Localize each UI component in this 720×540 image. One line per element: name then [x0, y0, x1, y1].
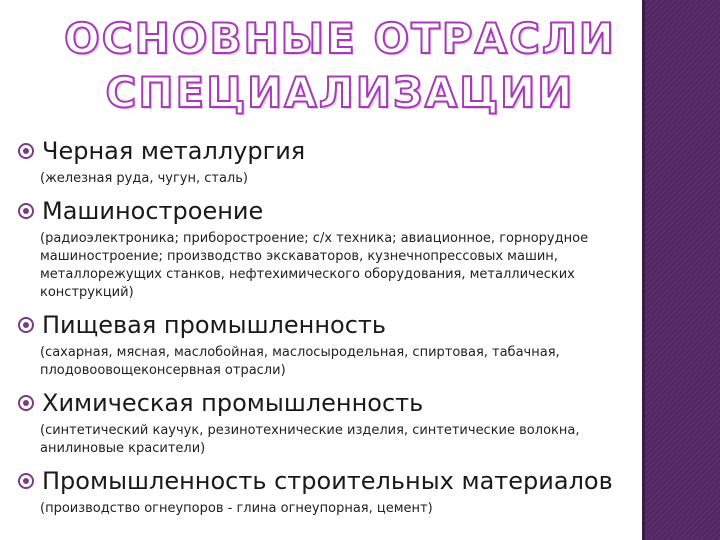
radio-bullet-icon — [18, 395, 34, 411]
list-item-head — [18, 464, 618, 498]
list-item-detail: (железная руда, чугун, сталь) — [40, 171, 248, 186]
side-panel — [645, 0, 720, 540]
list-item — [18, 194, 618, 302]
slide-title — [60, 12, 620, 120]
title-line-1: ОСНОВНЫЕ ОТРАСЛИ — [64, 14, 616, 63]
radio-bullet-icon — [18, 317, 34, 333]
list-item-heading: Химическая промышленность — [42, 389, 424, 417]
title-line-2: СПЕЦИАЛИЗАЦИИ — [105, 68, 575, 117]
list-item-heading: Промышленность строительных материалов — [42, 467, 613, 495]
list-item-detail: (синтетический каучук, резинотехнические изделия, синтетические волокна, анилиновые красители) — [40, 423, 580, 456]
list-item-heading: Черная металлургия — [42, 137, 306, 165]
list-item — [18, 134, 618, 188]
list-item-head — [18, 194, 618, 228]
list-item-head — [18, 308, 618, 342]
list-item — [18, 386, 618, 458]
bullet-list — [18, 134, 618, 524]
list-item-head — [18, 134, 618, 168]
radio-bullet-icon — [18, 473, 34, 489]
list-item-detail: (производство огнеупоров - глина огнеупорная, цемент) — [40, 501, 433, 516]
list-item-heading: Машиностроение — [42, 197, 264, 225]
list-item-heading: Пищевая промышленность — [42, 311, 387, 339]
radio-bullet-icon — [18, 203, 34, 219]
list-item-head — [18, 386, 618, 420]
list-item — [18, 308, 618, 380]
list-item-detail: (сахарная, мясная, маслобойная, маслосыродельная, спиртовая, табачная, плодовоовощеконсервная отрасли) — [40, 345, 560, 378]
list-item — [18, 464, 618, 518]
radio-bullet-icon — [18, 143, 34, 159]
list-item-detail: (радиоэлектроника; приборостроение; с/х техника; авиационное, горнорудное машиностроение; производство экскаваторов, кузнечнопрессовых машин, металлорежущих станков, нефтехимического оборудования, металлических конструкций) — [40, 231, 589, 300]
